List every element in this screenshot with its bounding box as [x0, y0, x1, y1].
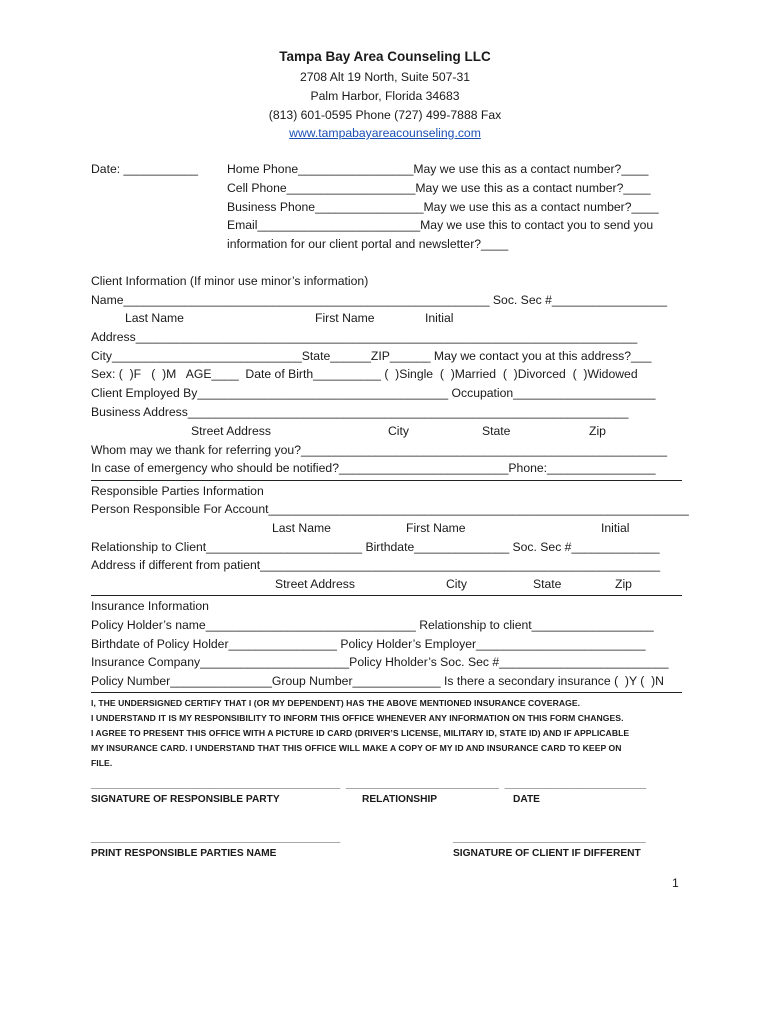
- date-field[interactable]: Date: ___________: [91, 162, 199, 176]
- relationship-birthdate-ssn-field[interactable]: Relationship to Client_______________________ Birthdate______________ Soc. Sec #_____________: [91, 540, 660, 554]
- business-phone-field[interactable]: Business Phone________________May we use this as a contact number?____: [227, 200, 659, 214]
- email-field[interactable]: Email________________________May we use this to contact you to send you: [227, 218, 654, 232]
- label-initial: Initial: [601, 521, 630, 535]
- legal-statement-line: I, THE UNDERSIGNED CERTIFY THAT I (OR MY DEPENDENT) HAS THE ABOVE MENTIONED INSURANCE COVERAGE.: [91, 698, 581, 708]
- label-state: State: [482, 424, 511, 438]
- insurance-info-heading: Insurance Information: [91, 599, 209, 613]
- business-address-field[interactable]: Business Address_________________________________________________________________: [91, 405, 629, 419]
- label-first-name: First Name: [315, 311, 375, 325]
- label-city: City: [446, 577, 467, 591]
- label-zip: Zip: [615, 577, 632, 591]
- company-address-2: Palm Harbor, Florida 34683: [310, 89, 460, 103]
- company-phones: (813) 601-0595 Phone (727) 499-7888 Fax: [268, 108, 502, 122]
- label-zip: Zip: [589, 424, 606, 438]
- insurance-company-field[interactable]: Insurance Company______________________Policy Hholder’s Soc. Sec #_________________________: [91, 655, 669, 669]
- responsible-person-field[interactable]: Person Responsible For Account______________________________________________________________: [91, 502, 689, 516]
- legal-statement-line: I AGREE TO PRESENT THIS OFFICE WITH A PICTURE ID CARD (DRIVER’S LICENSE, MILITARY ID, STATE ID) AND IF APPLICABLE: [91, 728, 630, 738]
- label-first-name: First Name: [406, 521, 466, 535]
- company-name: Tampa Bay Area Counseling LLC: [279, 49, 491, 64]
- label-street-address: Street Address: [191, 424, 271, 438]
- print-name-line[interactable]: ____________________________________________: [91, 833, 341, 844]
- section-divider: [91, 595, 682, 596]
- legal-statement-line: MY INSURANCE CARD. I UNDERSTAND THAT THIS OFFICE WILL MAKE A COPY OF MY ID AND INSURANCE CARD TO KEEP ON: [91, 743, 622, 753]
- policy-holder-birthdate-field[interactable]: Birthdate of Policy Holder________________ Policy Holder’s Employer_________________________: [91, 637, 646, 651]
- section-divider: [91, 480, 682, 481]
- responsible-parties-heading: Responsible Parties Information: [91, 484, 264, 498]
- label-initial: Initial: [425, 311, 454, 325]
- client-info-heading: Client Information (If minor use minor’s information): [91, 274, 369, 288]
- client-sex-age-dob-field[interactable]: Sex: ( )F ( )M AGE____ Date of Birth__________ ( )Single ( )Married ( )Divorced ( )Widowed: [91, 367, 638, 381]
- signature-lines[interactable]: ____________________________________________ ___________________________ _________________________: [91, 779, 647, 790]
- label-state: State: [533, 577, 562, 591]
- legal-statement-line: FILE.: [91, 758, 113, 768]
- email-field-continued: information for our client portal and newsletter?____: [227, 237, 509, 251]
- cell-phone-field[interactable]: Cell Phone___________________May we use this as a contact number?____: [227, 181, 651, 195]
- label-last-name: Last Name: [125, 311, 184, 325]
- client-signature-label: SIGNATURE OF CLIENT IF DIFFERENT: [453, 848, 641, 859]
- emergency-contact-field[interactable]: In case of emergency who should be notified?_________________________Phone:________________: [91, 461, 656, 475]
- responsible-address-field[interactable]: Address if different from patient___________________________________________________________: [91, 558, 661, 572]
- client-address-field[interactable]: Address__________________________________________________________________________: [91, 330, 638, 344]
- company-website-link[interactable]: www.tampabayareacounseling.com: [289, 126, 481, 140]
- policy-number-field[interactable]: Policy Number_______________Group Number_____________ Is there a secondary insurance ( )Y ( )N: [91, 674, 664, 688]
- referral-field[interactable]: Whom may we thank for referring you?______________________________________________________: [91, 443, 667, 457]
- client-name-field[interactable]: Name______________________________________________________ Soc. Sec #_________________: [91, 293, 668, 307]
- client-city-field[interactable]: City____________________________State______ZIP______ May we contact you at this address?___: [91, 349, 652, 363]
- legal-statement-line: I UNDERSTAND IT IS MY RESPONSIBILITY TO INFORM THIS OFFICE WHENEVER ANY INFORMATION ON THIS FORM CHANGES.: [91, 713, 624, 723]
- client-signature-line[interactable]: __________________________________: [453, 833, 646, 844]
- page-number: 1: [672, 876, 679, 890]
- print-responsible-name-label: PRINT RESPONSIBLE PARTIES NAME: [91, 848, 277, 859]
- signature-responsible-party-label: SIGNATURE OF RESPONSIBLE PARTY: [91, 794, 280, 805]
- home-phone-field[interactable]: Home Phone_________________May we use this as a contact number?____: [227, 162, 649, 176]
- date-label: DATE: [513, 794, 540, 805]
- company-address-1: 2708 Alt 19 North, Suite 507-31: [299, 70, 471, 84]
- label-last-name: Last Name: [272, 521, 331, 535]
- client-employer-field[interactable]: Client Employed By_____________________________________ Occupation_____________________: [91, 386, 656, 400]
- policy-holder-name-field[interactable]: Policy Holder’s name_______________________________ Relationship to client__________________: [91, 618, 654, 632]
- label-street-address: Street Address: [275, 577, 355, 591]
- section-divider: [91, 692, 682, 693]
- label-city: City: [388, 424, 409, 438]
- relationship-label: RELATIONSHIP: [362, 794, 438, 805]
